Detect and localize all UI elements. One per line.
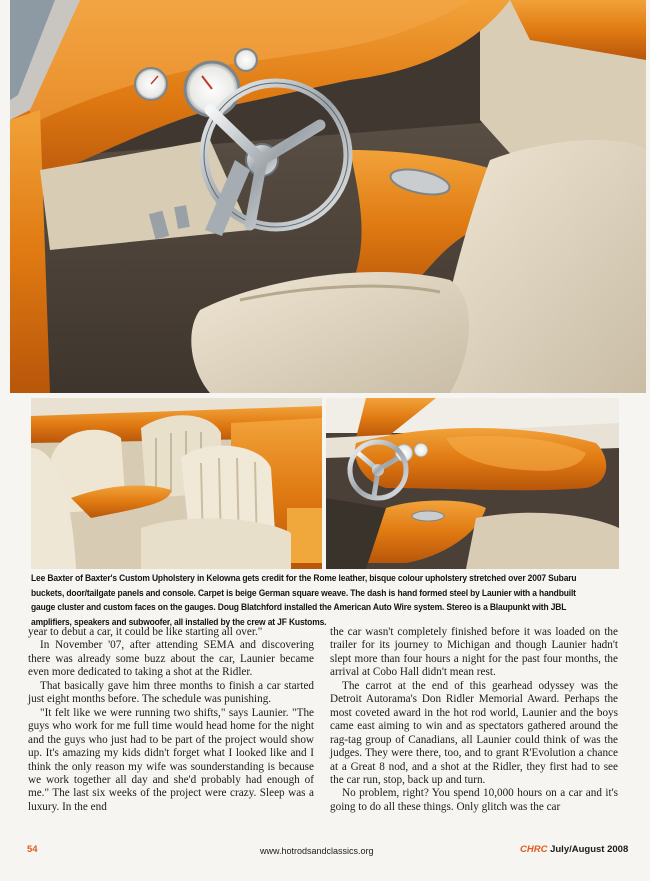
main-interior-illustration — [10, 0, 646, 393]
body-paragraph: year to debut a car, it could be like starting all over." — [28, 626, 263, 638]
body-column-right — [330, 626, 618, 814]
body-paragraph: No problem, right? You spend 10,000 hours on a car and it's going to do all these things. Only glitch was the car — [330, 787, 618, 813]
body-paragraph: the car wasn't completely finished before it was loaded on the trailer for its journey to Michigan and though Launier hadn't slept more than four hours a night for the past four months, the arrival at Cobo Hall didn't mean rest. — [330, 626, 618, 679]
body-column-left — [28, 626, 314, 814]
website-url: www.hotrodsandclassics.org — [260, 846, 374, 856]
body-paragraph: "It felt like we were running two shifts," says Launier. "The guys who work for me full time would head home for the night and the guys who just had to be part of the project would show up. It's amazing my kids didn't forget what I looked like and I think the only reason my wife was sounderstanding is because we work together all day and she'd probably had enough of me." The last six weeks of the project were crazy. Sleep was a luxury. In the end — [28, 706, 314, 813]
seats-illustration — [31, 398, 322, 569]
seats-photo — [31, 398, 322, 569]
magazine-name: CHRC — [520, 844, 548, 855]
main-interior-photo — [10, 0, 646, 393]
dash-photo — [326, 398, 619, 569]
body-paragraph: In November '07, after attending SEMA and discovering there was already some buzz about the car, Launier became even more dedicated to taking a shot at the Ridler. — [28, 639, 314, 679]
body-paragraph: The carrot at the end of this gearhead odyssey was the Detroit Autorama's Don Ridler Memorial Award. Perhaps the most coveted award in the hot rod world, Launier and the boys came east aiming to win and as spectators gathered around the rag-tag group of Canadians, all Launier could think of was the judges. They were there, too, and to grant R'Evolution a chance at a Great 8 nod, and a shot at the Ridler, they first had to see the car run, stop, back up and turn. — [330, 679, 618, 786]
photo-caption: Lee Baxter of Baxter's Custom Upholstery in Kelowna gets credit for the Rome leather, bisque colour upholstery stretched over 2007 Subaru buckets, door/tailgate panels and console. Carpet is beige German square weave. The dash is hand formed steel by Launier with a handbuilt gauge cluster and custom faces on the gauges. Doug Blatchford installed the American Auto Wire system. Stereo is a Blaupunkt with JBL amplifiers, speakers and subwoofer, all installed by the crew at JF Kustoms. — [31, 573, 577, 627]
issue-info — [520, 844, 628, 855]
body-paragraph: That basically gave him three months to finish a car started just eight months before. The schedule was punishing. — [28, 679, 314, 706]
dash-illustration — [326, 398, 619, 569]
issue-date: July/August 2008 — [550, 844, 629, 855]
page-number: 54 — [27, 844, 38, 855]
